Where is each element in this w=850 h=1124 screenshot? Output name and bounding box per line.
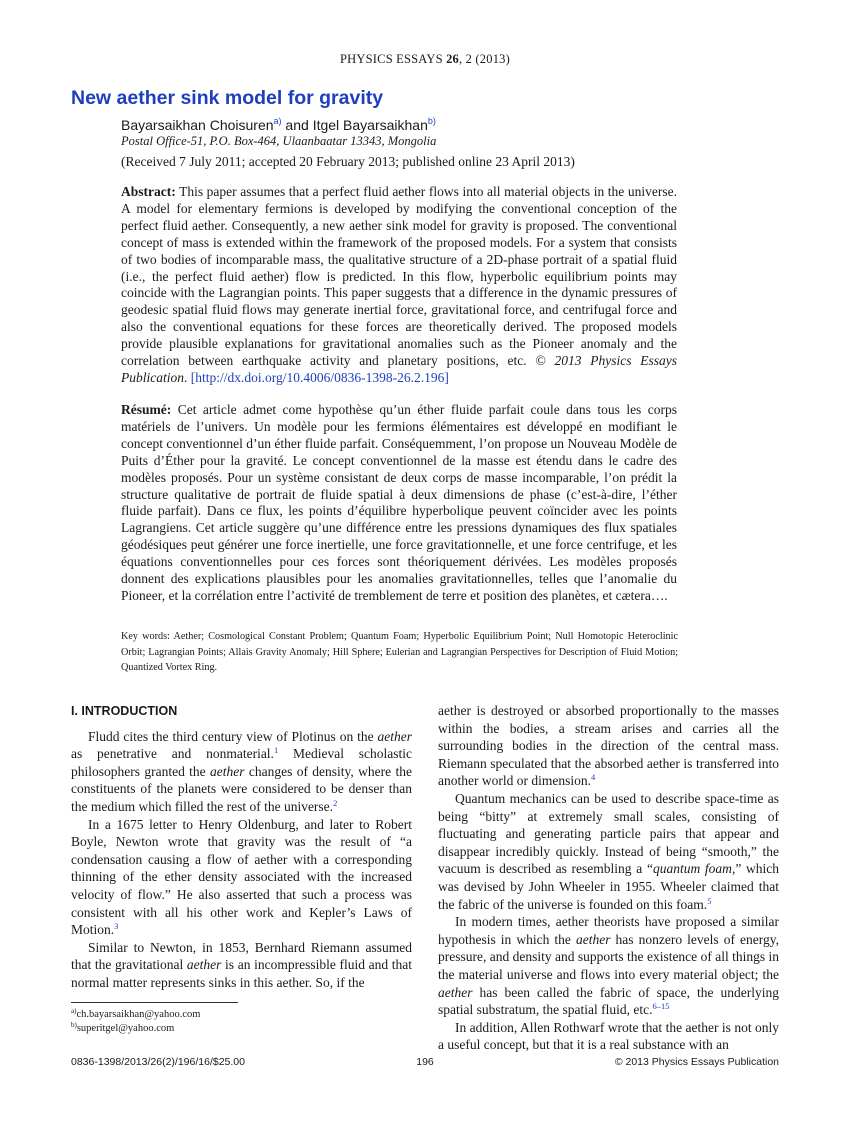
affiliation: Postal Office-51, P.O. Box-464, Ulaanbaatar 13343, Mongolia [121,134,437,148]
author-1: Bayarsaikhan Choisuren [121,117,274,133]
author-2: Itgel Bayarsaikhan [312,117,428,133]
abstract-copyright: © 2013 Physics Essays Publication [121,353,678,385]
footnote-b: $^{b)}$superitgel@yahoo.com [71,1020,175,1034]
footnote-a: $^{a)}$ch.bayarsaikhan@yahoo.com [71,1007,201,1020]
citation[interactable]: 6–15 [652,1001,670,1012]
journal-name: PHYSICS ESSAYS [340,52,443,66]
paragraph: In a 1675 letter to Henry Oldenburg, and later to Robert Boyle, Newton wrote that gravity was the result of “a condensation causing a flow of aether with a corresponding thinning of the ether density associated with the increased velocity of flow.” He also asserted that such a process was consistent with all his other work and Kepler’s Laws of Motion.$^3$ [71,816,412,938]
right-column [438,702,779,1054]
page-number: 196 [416,1056,434,1068]
author-2-mark[interactable]: b) [427,116,436,126]
resume [121,402,677,605]
author-line [121,117,436,133]
resume-text: Cet article admet come hypothèse qu’un éther fluide parfait coule dans tous les corps matériels de l’univers. Un modèle pour les fermions élémentaires est développé en modifiant le concept conventionnel d’un éther fluide parfait. Conséquemment, l’on propose un Nouveau Modèle de Puits d’Éther pour la gravité. Le concept conventionnel de la masse est étendu dans le cadre des modèles proposés. Pour un système consistant de deux corps de masse incomparable, l’on prédit la structure qualitative de portrait de fluide spatial à deux dimensions de phase (c’est-à-dire, l’éther fluide parfait). Dans ce flux, les points d’équilibre hyperbolique peuvent coïncider avec les points Lagrangiens. Cet article suggère qu’une différence entre les pressions dynamiques des flux spatiales géodésiques peut générer une force inertielle, une force gravitationnelle, et une force centrifuge, et les équations conventionnelles pour ces forces sont théoriquement dérivées. Les modèles proposés donnent des explications plausibles pour les anomalies gravitationnelles, telles que l’anomalie du Pioneer, et la corrélation entre l’activité de tremblement de terre et position des planètes, et cætera…. [121,402,678,603]
paragraph: Quantum mechanics can be used to describe space-time as being “bitty” at extremely small scales, consisting of fluctuating and generating particle pairs that appear and disappear incredibly quickly. Instead of being “smooth,” the vacuum is described as resembling a “quantum foam,” which was devised by John Wheeler in 1955. Wheeler claimed that the fabric of the universe is founded on this foam.$^5$ [438,790,780,912]
abstract-text: This paper assumes that a perfect fluid aether flows into all material objects in the universe. A model for elementary fermions is developed by modifying the conventional conception of the perfect fluid aether. Consequently, a new aether sink model for gravity is proposed. The conventional concept of mass is extended within the framework of the proposed models. For a system that consists of two bodies of incomparable mass, the qualitative structure of a 2D-phase portrait of a spatial fluid (i.e., the perfect fluid aether) flow is predicted. In this flow, hyperbolic equilibrium points may coincide with the Lagrangian points. This paper suggests that a difference in the dynamic pressures of geodesic spatial fluid flows may generate inertial force, gravitational force, and centrifugal force and also the conventional equations for these forces are theoretically derived. The proposed models provide plausible explanations for gravitational anomalies such as the Pioneer anomaly and the correlation between earthquake activity and planetary positions, etc. [121,184,677,369]
citation[interactable]: 5 [707,895,712,906]
citation[interactable]: 2 [333,797,338,808]
citation[interactable]: 1 [273,745,279,756]
journal-issue-year: , 2 (2013) [459,52,510,66]
received-dates: (Received 7 July 2011; accepted 20 February 2013; published online 23 April 2013) [121,154,575,169]
keywords: Key words: Aether; Cosmological Constant Problem; Quantum Foam; Hyperbolic Equilibrium Point; Null Homotopic Heteroclinic Orbit; Lagrangian Points; Allais Gravity Anomaly; Hill Sphere; Eulerian and Lagrangian Perspectives for Description of Fluid Motion; Quantized Vortex Ring. [121,631,678,673]
paper-title: New aether sink model for gravity [71,87,384,109]
citation[interactable]: 4 [590,772,596,783]
paragraph: Fludd cites the third century view of Plotinus on the aether as penetrative and nonmaterial.$^1$ Medieval scholastic philosophers granted the aether changes of density, where the constituents of the planets were considered to be denser than the medium which filled the rest of the universe.$^2$ [71,728,412,814]
journal-header [0,52,850,67]
footer-copyright: © 2013 Physics Essays Publication [614,1056,779,1068]
paragraph: Similar to Newton, in 1853, Bernhard Riemann assumed that the gravitational aether is an incompressible fluid and that normal matter represents sinks in this aether. So, if the [71,939,412,990]
citation[interactable]: 3 [114,921,119,932]
journal-volume: 26 [446,52,459,66]
footnotes [71,1008,200,1035]
abstract-label: Abstract: [121,184,176,199]
left-column [71,703,412,992]
author-1-mark[interactable]: a) [273,116,282,126]
footer-code: 0836-1398/2013/26(2)/196/16/$25.00 [71,1056,245,1068]
abstract: Abstract: This paper assumes that a perfect fluid aether flows into all material objects in the universe. A model for elementary fermions is developed by modifying the conventional conception of the perfect fluid aether. Consequently, a new aether sink model for gravity is proposed. The conventional concept of mass is extended within the framework of the proposed models. For a system that consists of two bodies of incomparable mass, the qualitative structure of a 2D-phase portrait of a spatial fluid (i.e., the perfect fluid aether) flow is predicted. In this flow, hyperbolic equilibrium points may coincide with the Lagrangian points. This paper suggests that a difference in the dynamic pressures of geodesic spatial fluid flows may generate inertial force, gravitational force, and centrifugal force and also the conventional equations for these forces are theoretically derived. The proposed models provide plausible explanations for gravitational anomalies such as the Pioneer anomaly and the correlation between earthquake activity and planetary positions, etc. © 2013 Physics Essays Publication. [http://dx.doi.org/10.4006/0836-1398-26.2.196] [121,184,678,385]
email-link[interactable]: ch.bayarsaikhan@yahoo.com [76,1009,201,1020]
paragraph: In modern times, aether theorists have proposed a similar hypothesis in which the aether has nonzero levels of energy, pressure, and density and supports the existence of all things in the material universe and flows into every material object; the aether has been called the fabric of space, the underlying spatial substratum, the spatial fluid, etc.$^{6-15}$ [438,914,779,1018]
footnote-divider [71,1002,238,1003]
resume-label: Résumé: [121,402,172,417]
author-joiner: and [281,117,313,133]
paragraph: aether is destroyed or absorbed proportionally to the masses within the bodies, a stream arises and carries all the surrounding bodies in the direction of the central mass. Riemann speculated that the absorbed aether is transferred into another world or dimension.$^4$ [438,703,779,789]
email-link[interactable]: superitgel@yahoo.com [76,1022,175,1034]
section-heading: I. INTRODUCTION [71,704,178,718]
doi-link[interactable]: [http://dx.doi.org/10.4006/0836-1398-26.2.196] [190,369,449,385]
paragraph: In addition, Allen Rothwarf wrote that the aether is not only a useful concept, but that it is a real substance with an [438,1019,779,1053]
